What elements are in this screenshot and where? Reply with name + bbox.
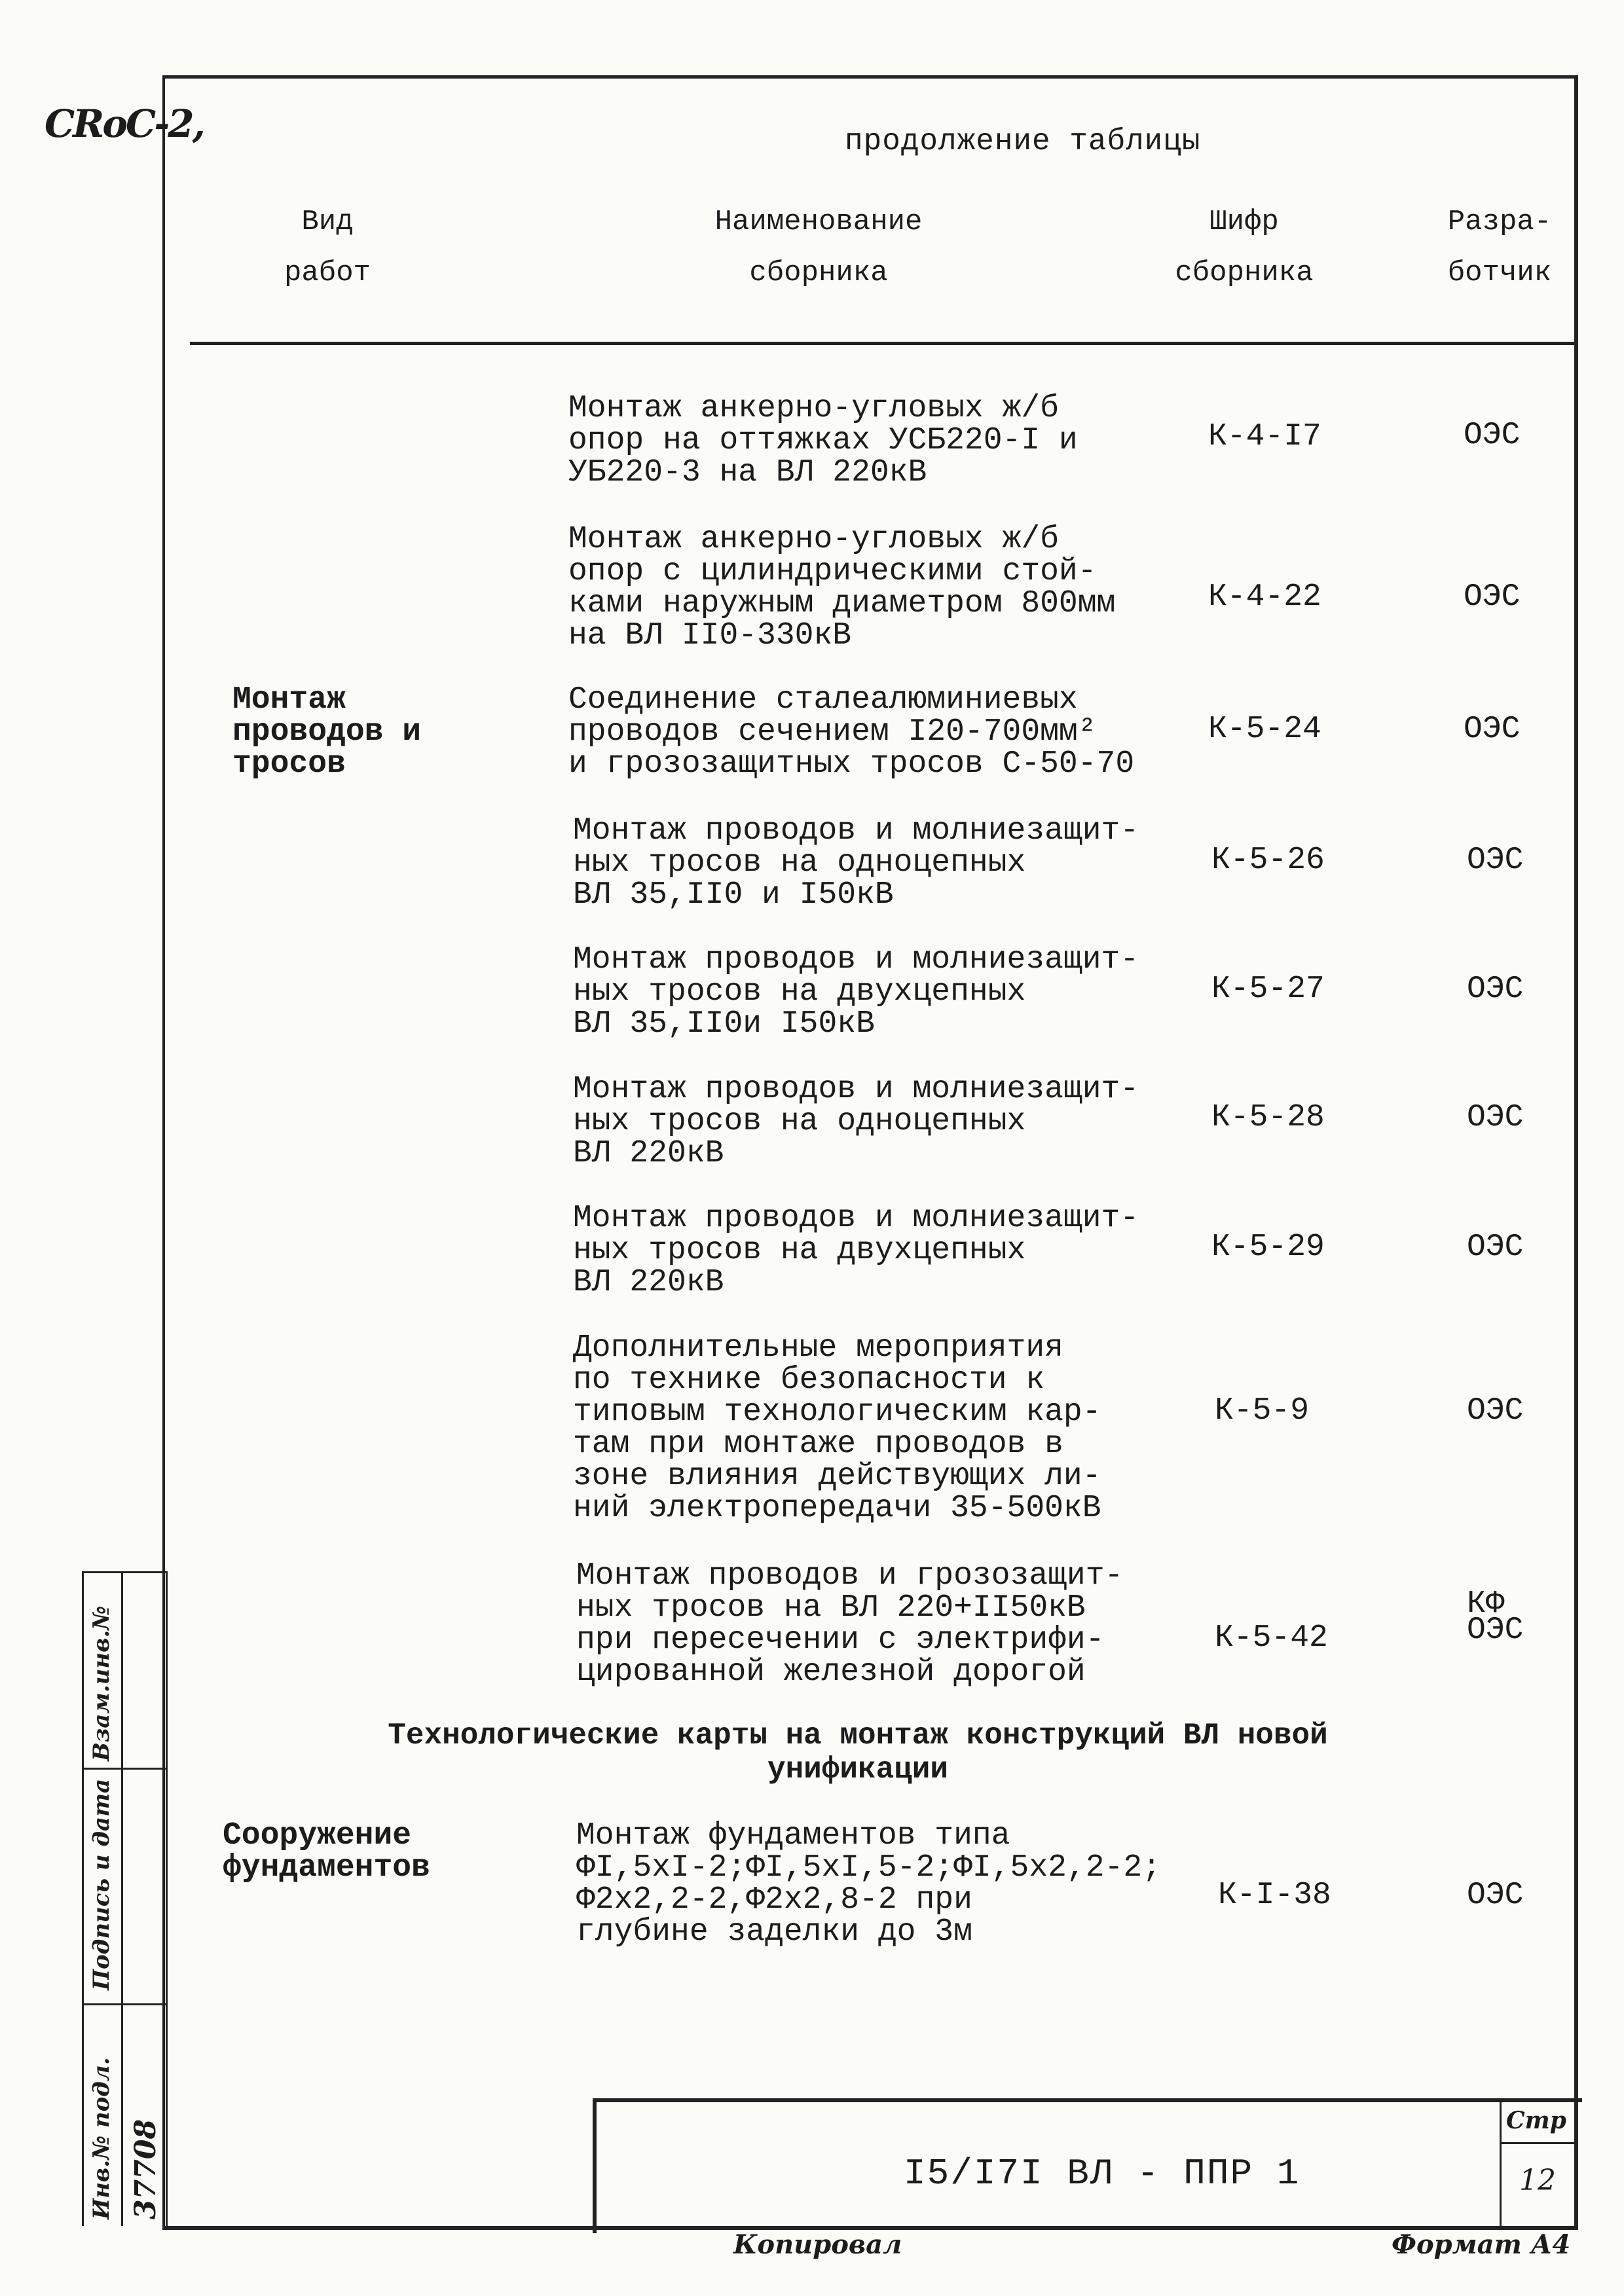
row-code: К-5-29 (1211, 1230, 1325, 1265)
column-header-code-line1: Шифр (1209, 206, 1279, 238)
row-developer: ОЭС (1467, 1230, 1524, 1265)
frame-right-border (1574, 75, 1578, 2229)
margin-cell-divider (82, 1571, 166, 1573)
column-header-developer (1421, 196, 1578, 299)
row-developer: ОЭС (1467, 972, 1524, 1007)
sheet-number: 12 (1519, 2164, 1556, 2197)
row-name: Монтаж проводов и грозозащит- ных тросов на ВЛ 220+II50кВ при пересечении с электрифи- цированной железной дорогой (576, 1558, 1124, 1690)
row-developer: ОЭС (1467, 1878, 1524, 1913)
row-developer: ОЭС (1464, 712, 1521, 747)
column-header-developer-line1: Разра- (1447, 206, 1552, 238)
margin-label-signature-date: Подпись и дата (88, 1778, 115, 1990)
row-code: К-4-22 (1208, 579, 1321, 615)
group-label-foundations: Сооружение фундаментов (223, 1818, 430, 1886)
row-code: К-4-I7 (1208, 419, 1321, 454)
document-code: I5/I7I ВЛ - ППР 1 (904, 2153, 1301, 2195)
format-label: Формат А4 (1392, 2229, 1571, 2260)
row-name: Монтаж проводов и молниезащит- ных тросов на одноцепных ВЛ 35,II0 и I50кВ (573, 813, 1139, 913)
frame-top-border (162, 75, 1577, 79)
margin-label-original-inventory: Инв.№ подл. (88, 2057, 115, 2219)
group-label-wires: Монтаж проводов и тросов (232, 682, 422, 782)
column-header-type-line1: Вид (301, 206, 354, 238)
column-header-code-line2: сборника (1175, 257, 1314, 289)
row-name: Монтаж анкерно-угловых ж/б опор на оттяжках УСБ220-I и УБ220-3 на ВЛ 220кВ (568, 391, 1078, 490)
column-header-type-line2: работ (284, 257, 371, 289)
header-divider (190, 342, 1577, 345)
margin-cell-divider (82, 1768, 166, 1770)
row-code: К-5-26 (1211, 843, 1325, 878)
section-title: Технологические карты на монтаж конструкций ВЛ новой унификации (388, 1719, 1328, 1787)
row-name: Монтаж проводов и молниезащит- ных тросов на двухцепных ВЛ 220кВ (573, 1201, 1139, 1300)
row-name: Монтаж проводов и молниезащит- ных тросов на двухцепных ВЛ 35,II0и I50кВ (573, 942, 1139, 1042)
row-code: К-5-27 (1211, 972, 1325, 1007)
handwritten-stamp: CRoC-2, (45, 101, 204, 146)
row-name: Монтаж проводов и молниезащит- ных тросов на одноцепных ВЛ 220кВ (573, 1072, 1139, 1171)
row-name: Монтаж анкерно-угловых ж/б опор с цилиндрическими стой- ками наружным диаметром 800мм на ВЛ II0-330кВ (568, 522, 1116, 653)
sheet-box-divider (1500, 2142, 1577, 2144)
margin-stamp-strip (82, 1571, 167, 2226)
margin-inventory-number: 37708 (129, 2119, 162, 2219)
row-developer: КФ ОЭС (1467, 1586, 1524, 1648)
margin-strip-right-line (166, 1571, 168, 2226)
column-header-name-line2: сборника (749, 257, 888, 289)
row-developer: ОЭС (1467, 1100, 1524, 1135)
margin-label-replaced-inventory: Взам.инв.№ (88, 1605, 115, 1761)
column-header-name-line1: Наименование (714, 206, 923, 238)
column-header-developer-line2: ботчик (1447, 257, 1552, 289)
row-name: Монтаж фундаментов типа ФI,5хI-2;ФI,5хI,5-2;ФI,5х2,2-2; Ф2х2,2-2,Ф2х2,8-2 при глубине заделки до 3м (576, 1818, 1161, 1950)
continuation-caption: продолжение таблицы (845, 124, 1201, 158)
column-header-type (229, 196, 426, 299)
sheet-label: Стр (1506, 2107, 1566, 2134)
row-developer: ОЭС (1467, 843, 1524, 878)
column-header-code (1139, 196, 1349, 299)
margin-cell-divider (82, 2003, 166, 2005)
row-code: К-5-9 (1215, 1393, 1310, 1429)
row-code: К-I-38 (1218, 1878, 1331, 1913)
row-developer: ОЭС (1464, 579, 1521, 615)
margin-strip-left-line (82, 1571, 84, 2226)
row-code: К-5-24 (1208, 712, 1321, 747)
row-developer: ОЭС (1464, 418, 1521, 453)
column-header-name (622, 196, 1015, 299)
row-developer: ОЭС (1467, 1393, 1524, 1429)
margin-strip-middle-line (121, 1571, 123, 2226)
row-name: Соединение сталеалюминиевых проводов сечением I20-700мм² и грозозащитных тросов С-50-70 (568, 682, 1135, 782)
copied-by-label: Копировал (733, 2229, 902, 2260)
row-name: Дополнительные мероприятия по технике безопасности к типовым технологическим кар- там при монтаже проводов в зоне влияния действующих ли- ний электропередачи 35-500кВ (573, 1330, 1101, 1526)
row-code: К-5-42 (1215, 1620, 1328, 1656)
row-code: К-5-28 (1211, 1100, 1325, 1135)
